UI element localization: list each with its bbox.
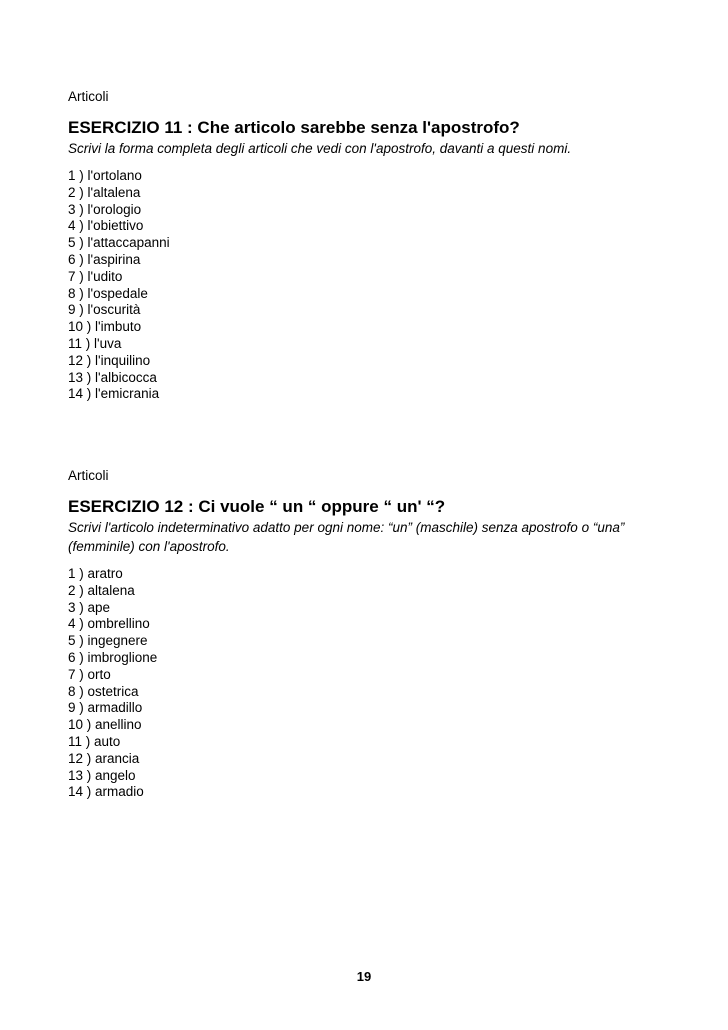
list-item: 10 ) anellino [68, 717, 142, 733]
section-label: Articoli [68, 89, 109, 104]
exercise-title: ESERCIZIO 11 : Che articolo sarebbe senza l'apostrofo? [68, 118, 520, 137]
list-item: 13 ) l'albicocca [68, 369, 157, 385]
list-item: 7 ) l'udito [68, 268, 123, 284]
exercise-11-section [68, 88, 668, 403]
section-label: Articoli [68, 468, 109, 483]
list-item: 8 ) ostetrica [68, 683, 139, 699]
list-item: 3 ) ape [68, 599, 111, 615]
list-item: 11 ) auto [68, 733, 121, 749]
list-item: 1 ) aratro [68, 566, 123, 581]
list-item: 7 ) orto [68, 666, 111, 682]
list-item: 9 ) armadillo [68, 700, 143, 716]
list-item: 11 ) l'uva [68, 335, 122, 351]
list-item: 13 ) angelo [68, 767, 136, 783]
word-list [68, 168, 668, 403]
list-item: 14 ) armadio [68, 784, 144, 800]
list-item: 10 ) l'imbuto [68, 319, 142, 335]
word-list [68, 566, 668, 801]
list-item: 5 ) l'attaccapanni [68, 235, 170, 251]
exercise-12-section [68, 467, 668, 801]
list-item: 6 ) l'aspirina [68, 251, 141, 267]
exercise-instruction: Scrivi l'articolo indeterminativo adatto per ogni nome: “un” (maschile) senza apostrofo o “una” (femminile) con l'apostrofo. [68, 520, 625, 554]
list-item: 5 ) ingegnere [68, 633, 148, 649]
list-item: 12 ) arancia [68, 750, 140, 766]
list-item: 4 ) ombrellino [68, 616, 150, 632]
list-item: 8 ) l'ospedale [68, 285, 148, 301]
list-item: 2 ) l'altalena [68, 184, 141, 200]
list-item: 2 ) altalena [68, 582, 135, 598]
page-number: 19 [356, 969, 372, 984]
list-item: 1 ) l'ortolano [68, 168, 142, 183]
list-item: 14 ) l'emicrania [68, 386, 160, 402]
exercise-instruction: Scrivi la forma completa degli articoli che vedi con l'apostrofo, davanti a questi nomi. [68, 141, 572, 156]
list-item: 9 ) l'oscurità [68, 302, 141, 318]
list-item: 6 ) imbroglione [68, 649, 158, 665]
list-item: 3 ) l'orologio [68, 201, 142, 217]
list-item: 12 ) l'inquilino [68, 352, 151, 368]
list-item: 4 ) l'obiettivo [68, 218, 144, 234]
exercise-title: ESERCIZIO 12 : Ci vuole “ un “ oppure “ un' “? [68, 497, 446, 516]
